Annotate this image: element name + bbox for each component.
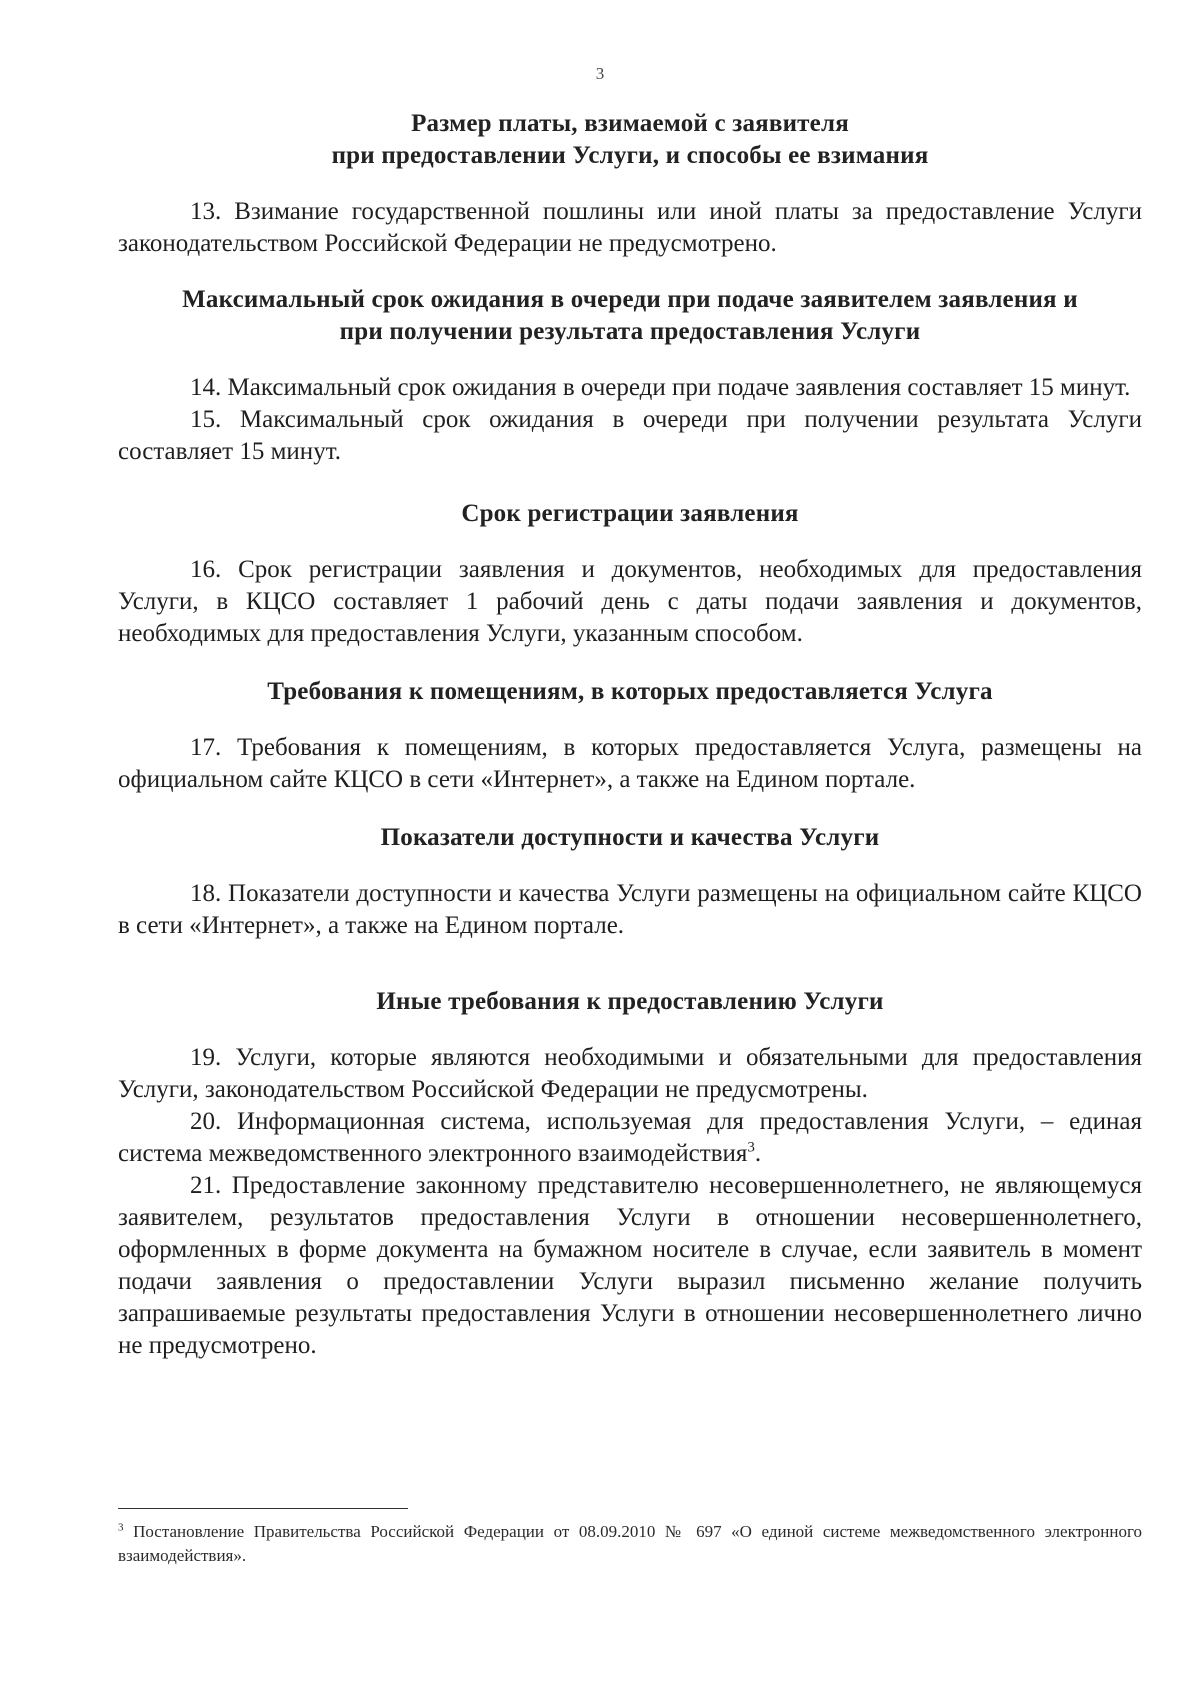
page-number: 3: [595, 64, 605, 83]
paragraph-20-text: 20. Информационная система, используемая для предоставления Услуги, – единая система межведомственного электронного взаимодействия: [118, 1108, 1142, 1167]
footnote-separator: [118, 1508, 408, 1509]
paragraph-20: [118, 1106, 1142, 1170]
paragraph-13: 13. Взимание государственной пошлины или иной платы за предоставление Услуги законодательством Российской Федерации не предусмотрено.: [118, 198, 1142, 257]
section-fee: [118, 108, 1142, 260]
section-heading: Показатели доступности и качества Услуги: [380, 824, 880, 851]
paragraph-15: 15. Максимальный срок ожидания в очереди при получении результата Услуги составляет 15 минут.: [118, 406, 1142, 465]
footnote-reference[interactable]: 3: [747, 1139, 755, 1156]
section-registration: [118, 498, 1142, 650]
heading-line: при получении результата предоставления Услуги: [339, 318, 921, 345]
section-heading: [118, 108, 1142, 172]
section-quality: [118, 822, 1142, 942]
paragraph-21: 21. Предоставление законному представителю несовершеннолетнего, не являющемуся заявителем, результатов предоставления Услуги в отношении несовершеннолетнего, оформленных в форме документа на бумажном носителе в случае, если заявитель в момент подачи заявления о предоставлении Услуги выразил письменно желание получить запрашиваемые результаты предоставления Услуги в отношении несовершеннолетнего лично не предусмотрено.: [118, 1172, 1142, 1359]
paragraph-17: 17. Требования к помещениям, в которых предоставляется Услуга, размещены на официальном сайте КЦСО в сети «Интернет», а также на Едином портале.: [118, 734, 1142, 793]
section-heading: Срок регистрации заявления: [461, 500, 799, 527]
heading-line: Размер платы, взимаемой с заявителя: [411, 110, 849, 137]
section-heading: Иные требования к предоставлению Услуги: [376, 988, 884, 1015]
heading-line: Максимальный срок ожидания в очереди при подаче заявителем заявления и: [182, 286, 1078, 313]
footnote-marker: 3: [118, 1521, 124, 1534]
section-heading: Требования к помещениям, в которых предоставляется Услуга: [267, 678, 993, 705]
paragraph-18: 18. Показатели доступности и качества Услуги размещены на официальном сайте КЦСО в сети «Интернет», а также на Едином портале.: [118, 880, 1142, 939]
section-queue: [118, 284, 1142, 468]
section-premises: [118, 676, 1142, 796]
section-heading: [118, 284, 1142, 348]
document-body: [118, 108, 1142, 1362]
paragraph-20-end: .: [754, 1140, 762, 1167]
heading-line: при предоставлении Услуги, и способы ее взимания: [331, 142, 929, 169]
footnote-text: Постановление Правительства Российской Федерации от 08.09.2010 № 697 «О единой системе межведомственного электронного взаимодействия».: [118, 1522, 1142, 1565]
paragraph-16: 16. Срок регистрации заявления и документов, необходимых для предоставления Услуги, в КЦСО составляет 1 рабочий день с даты подачи заявления и документов, необходимых для предоставления Услуги, указанным способом.: [118, 556, 1142, 647]
paragraph-19: 19. Услуги, которые являются необходимыми и обязательными для предоставления Услуги, законодательством Российской Федерации не предусмотрены.: [118, 1044, 1142, 1103]
paragraph-14: 14. Максимальный срок ожидания в очереди при подаче заявления составляет 15 минут.: [190, 374, 1131, 401]
footnote: [118, 1520, 1142, 1568]
section-other: [118, 986, 1142, 1362]
